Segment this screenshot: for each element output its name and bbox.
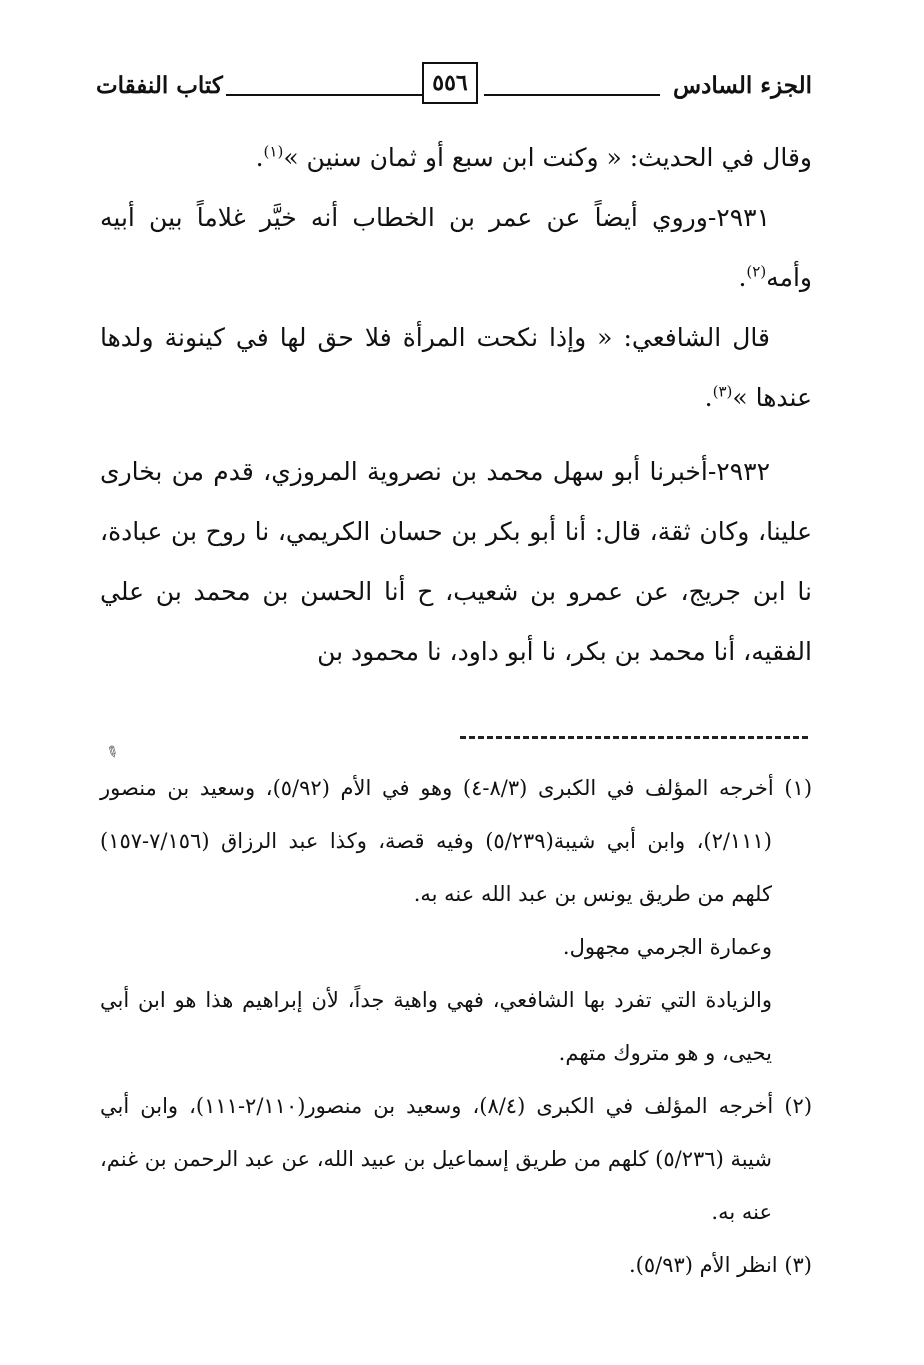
footnotes	[100, 762, 812, 1292]
period: .	[704, 383, 713, 412]
paragraph-gap	[100, 428, 812, 442]
page-number: ٥٥٦	[422, 62, 478, 104]
footnote-1: (١) أخرجه المؤلف في الكبرى (٨/٣-٤) وهو في الأم (٥/٩٢)، وسعيد بن منصور (٢/١١١)، وابن أبي شيبة(٥/٢٣٩) وفيه قصة، وكذا عبد الرزاق (٧/١٥٦-١٥٧) كلهم من طريق يونس بن عبد الله عنه به.	[100, 776, 813, 906]
header-rule-left	[226, 94, 422, 96]
footnote-ref-1: (١)	[263, 142, 284, 161]
footnote-ref-2: (٢)	[746, 262, 767, 281]
main-text	[100, 128, 812, 682]
book-title: كتاب النفقات	[96, 72, 223, 99]
paragraph-text: قال الشافعي: « وإذا نكحت المرأة فلا حق لها في كينونة ولدها عندها »	[100, 323, 812, 412]
footnote-separator	[460, 736, 808, 739]
footnote-2: (٢) أخرجه المؤلف في الكبرى (٨/٤)، وسعيد بن منصور(٢/١١٠-١١١)، وابن أبي شيبة (٥/٢٣٦) كلهم من طريق إسماعيل بن عبيد الله، عن عبد الرحمن بن غنم، عنه به.	[100, 1094, 813, 1224]
header-rule-right	[484, 94, 660, 96]
volume-title: الجزء السادس	[673, 72, 812, 99]
footnote-3: (٣) انظر الأم (٥/٩٣).	[629, 1253, 812, 1277]
paragraph-2931	[100, 188, 812, 308]
footnote-ref-3: (٣)	[712, 382, 733, 401]
scan-speck-icon: ✎	[102, 741, 123, 763]
paragraph-text: ٢٩٣١-وروي أيضاً عن عمر بن الخطاب أنه خيَّر غلاماً بين أبيه وأمه	[100, 203, 812, 292]
paragraph-quote-hadith	[100, 128, 812, 188]
running-header	[96, 62, 812, 114]
period: .	[738, 263, 747, 292]
footnote-1-addition: والزيادة التي تفرد بها الشافعي، فهي واهية جداً، لأن إبراهيم هذا هو ابن أبي يحيى، و هو متروك متهم.	[100, 988, 772, 1065]
period: .	[255, 143, 264, 172]
paragraph-text: وقال في الحديث: « وكنت ابن سبع أو ثمان سنين »	[283, 143, 812, 172]
paragraph-shafii	[100, 308, 812, 428]
paragraph-2932: ٢٩٣٢-أخبرنا أبو سهل محمد بن نصروية المروزي، قدم من بخارى علينا، وكان ثقة، قال: أنا أبو بكر بن حسان الكريمي، نا روح بن عبادة، نا ابن جريج، عن عمرو بن شعيب، ح أنا الحسن بن محمد بن علي الفقيه، أنا محمد بن بكر، نا أبو داود، نا محمود بن	[100, 457, 812, 666]
footnote-1-note: وعمارة الجرمي مجهول.	[562, 935, 772, 959]
